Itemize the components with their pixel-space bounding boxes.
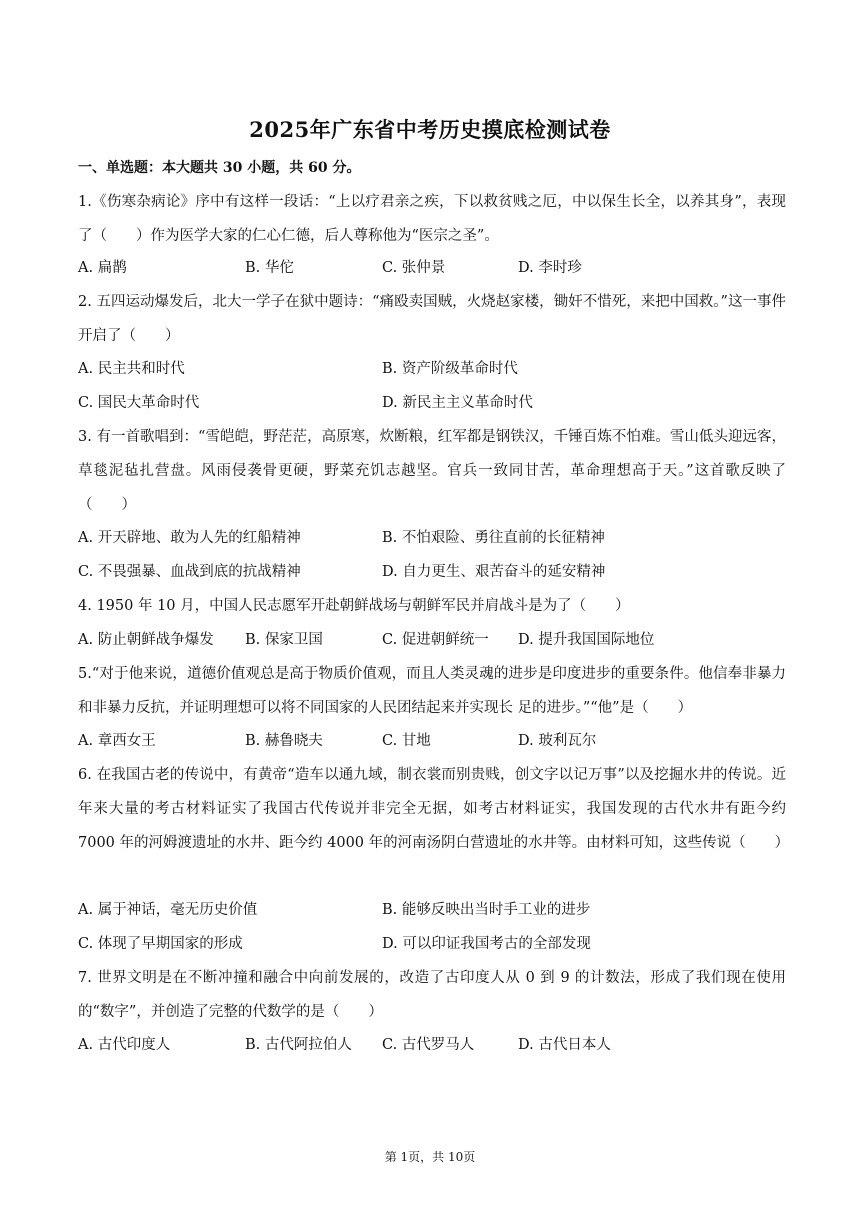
question-7-stem: 7. 世界文明是在不断冲撞和融合中向前发展的，改造了古印度人从 0 到 9 的计数法，形成了我们现在使用的“数字”，并创造了完整的代数学的是（ ）: [78, 970, 786, 1020]
question-4-option-c: C. 促进朝鲜统一: [382, 632, 489, 648]
question-6-options-row1: [78, 893, 786, 927]
question-4-option-d: D. 提升我国国际地位: [518, 632, 655, 648]
question-5-option-d: D. 玻利瓦尔: [518, 733, 597, 749]
question-1-stem: 1.《伤寒杂病论》序中有这样一段话：“上以疗君亲之疾，下以救贫贱之厄，中以保生长全，以养其身”，表现了（ ）作为医学大家的仁心仁德，后人尊称他为“医宗之圣”。: [78, 194, 786, 244]
question-4-option-b: B. 保家卫国: [245, 632, 323, 648]
question-4-option-a: A. 防止朝鲜战争爆发: [78, 632, 214, 648]
question-4-stem: 4. 1950 年 10 月，中国人民志愿军开赴朝鲜战场与朝鲜军民并肩战斗是为了（ ）: [78, 598, 630, 614]
question-6-option-a: A. 属于神话，毫无历史价值: [78, 902, 258, 918]
question-3-option-d: D. 自力更生、艰苦奋斗的延安精神: [382, 564, 606, 580]
question-7-option-a: A. 古代印度人: [78, 1037, 171, 1053]
section-heading: 一、单选题：本大题共 30 小题，共 60 分。: [78, 160, 361, 176]
question-5-option-c: C. 甘地: [382, 733, 431, 749]
question-5-option-b: B. 赫鲁晓夫: [245, 733, 323, 749]
question-6-option-d: D. 可以印证我国考古的全部发现: [382, 936, 591, 952]
question-2-option-a: A. 民主共和时代: [78, 361, 185, 377]
question-1-option-a: A. 扁鹊: [78, 260, 127, 276]
question-2-stem: 2. 五四运动爆发后，北大一学子在狱中题诗：“痛殴卖国贼，火烧赵家楼，锄奸不惜死，来把中国救。”这一事件开启了（ ）: [78, 294, 786, 344]
question-7-options: [78, 1028, 786, 1062]
question-5-stem: 5.“对于他来说，道德价值观总是高于物质价值观，而且人类灵魂的进步是印度进步的重要条件。他信奉非暴力和非暴力反抗，并证明理想可以将不同国家的人民团结起来并实现长 足的进步。”“他”是（ ）: [78, 666, 786, 716]
question-7-option-b: B. 古代阿拉伯人: [245, 1037, 352, 1053]
question-3-option-a: A. 开天辟地、敢为人先的红船精神: [78, 530, 301, 546]
question-1-option-c: C. 张仲景: [382, 260, 446, 276]
question-2-option-c: C. 国民大革命时代: [78, 395, 200, 411]
page-footer: 第 1页，共 10页: [384, 1150, 476, 1164]
question-1-options: [78, 251, 786, 285]
question-1-option-b: B. 华佗: [245, 260, 294, 276]
question-3-stem: 3. 有一首歌唱到：“雪皑皑，野茫茫，高原寒，炊断粮，红军都是钢铁汉，千锤百炼不怕难。雪山低头迎远客，草毯泥毡扎营盘。风雨侵袭骨更硬，野菜充饥志越坚。官兵一致同甘苦，革命理想高于天。”这首歌反映了（ ）: [78, 429, 786, 513]
question-3-options-row1: [78, 521, 786, 555]
page-title: 2025年广东省中考历史摸底检测试卷: [249, 117, 611, 142]
question-7-option-c: C. 古代罗马人: [382, 1037, 475, 1053]
question-5-option-a: A. 章西女王: [78, 733, 156, 749]
question-4-options: [78, 623, 786, 657]
question-6-stem: 6. 在我国古老的传说中，有黄帝“造车以通九域，制衣裳而别贵贱，创文字以记万事”以及挖掘水井的传说。近年来大量的考古材料证实了我国古代传说并非完全无据，如考古材料证实，我国发现的古代水井有距今约 7000 年的河姆渡遗址的水井、距今约 4000 年的河南汤阴白营遗址的水井等。由材料可知，这些传说（ ）: [78, 767, 790, 851]
question-1-option-d: D. 李时珍: [518, 260, 582, 276]
question-3-options-row2: [78, 555, 786, 589]
question-6-option-c: C. 体现了早期国家的形成: [78, 936, 243, 952]
question-2-option-b: B. 资产阶级革命时代: [382, 361, 518, 377]
question-2-options-row1: [78, 352, 786, 386]
question-2-options-row2: [78, 386, 786, 420]
question-6-options-row2: [78, 927, 786, 961]
question-3-option-c: C. 不畏强暴、血战到底的抗战精神: [78, 564, 301, 580]
question-7-option-d: D. 古代日本人: [518, 1037, 611, 1053]
question-3-option-b: B. 不怕艰险、勇往直前的长征精神: [382, 530, 605, 546]
question-6-option-b: B. 能够反映出当时手工业的进步: [382, 902, 591, 918]
question-2-option-d: D. 新民主主义革命时代: [382, 395, 533, 411]
question-5-options: [78, 724, 786, 758]
